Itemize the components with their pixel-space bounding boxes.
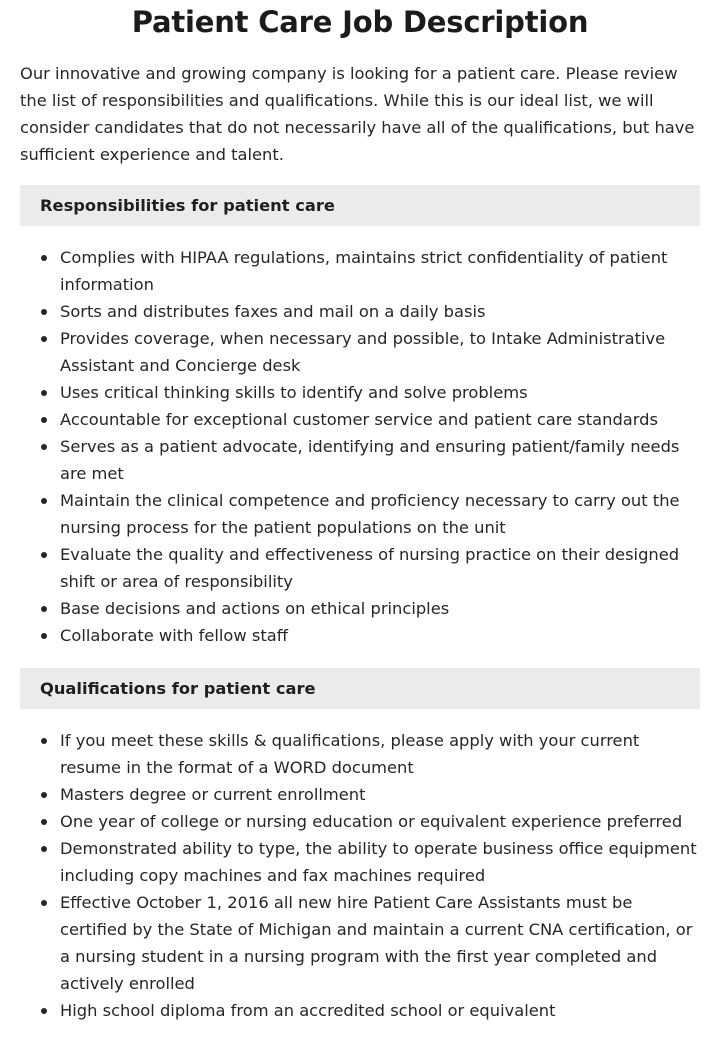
qualifications-header: Qualifications for patient care <box>20 668 700 709</box>
list-item: Sorts and distributes faxes and mail on a daily basis <box>20 298 700 325</box>
list-item: Complies with HIPAA regulations, maintains strict confidentiality of patient information <box>20 244 700 298</box>
page-title: Patient Care Job Description <box>131 5 589 39</box>
list-item: Masters degree or current enrollment <box>20 781 700 808</box>
list-item: Maintain the clinical competence and proficiency necessary to carry out the nursing process for the patient populations on the unit <box>20 487 700 541</box>
qualifications-list <box>20 727 700 1024</box>
responsibilities-header: Responsibilities for patient care <box>20 185 700 226</box>
list-item: Base decisions and actions on ethical principles <box>20 595 700 622</box>
list-item: Collaborate with fellow staff <box>20 622 700 649</box>
list-item: Serves as a patient advocate, identifying and ensuring patient/family needs are met <box>20 433 700 487</box>
list-item: Accountable for exceptional customer service and patient care standards <box>20 406 700 433</box>
list-item: Provides coverage, when necessary and possible, to Intake Administrative Assistant and Concierge desk <box>20 325 700 379</box>
list-item: Uses critical thinking skills to identify and solve problems <box>20 379 700 406</box>
intro-paragraph: Our innovative and growing company is looking for a patient care. Please review the list of responsibilities and qualifications. While this is our ideal list, we will consider candidates that do not necessarily have all of the qualifications, but have sufficient experience and talent. <box>20 64 695 164</box>
list-item: High school diploma from an accredited school or equivalent <box>20 997 700 1024</box>
list-item: Evaluate the quality and effectiveness of nursing practice on their designed shift or area of responsibility <box>20 541 700 595</box>
list-item: One year of college or nursing education or equivalent experience preferred <box>20 808 700 835</box>
list-item: Demonstrated ability to type, the ability to operate business office equipment including copy machines and fax machines required <box>20 835 700 889</box>
list-item: If you meet these skills & qualifications, please apply with your current resume in the format of a WORD document <box>20 727 700 781</box>
responsibilities-list <box>20 244 700 649</box>
list-item: Effective October 1, 2016 all new hire Patient Care Assistants must be certified by the State of Michigan and maintain a current CNA certification, or a nursing student in a nursing program with the first year completed and actively enrolled <box>20 889 700 997</box>
